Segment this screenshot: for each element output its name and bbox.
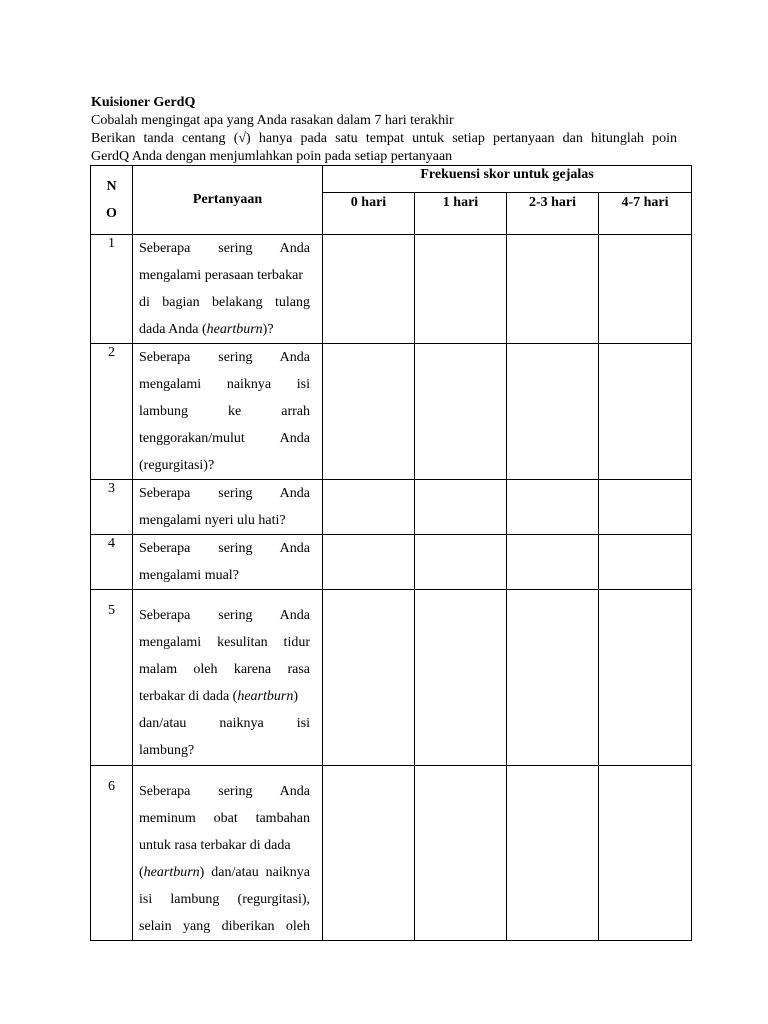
question-line: tenggorakan/mulut Anda <box>139 431 310 446</box>
answer-cell-day-1[interactable] <box>415 590 507 766</box>
answer-cell-day-2[interactable] <box>507 766 599 941</box>
answer-cell-day-3[interactable] <box>599 235 692 344</box>
question-row <box>91 480 692 535</box>
question-line: selain yang diberikan oleh <box>139 919 310 934</box>
header-frequency: Frekuensi skor untuk gejalas <box>323 166 692 193</box>
header-day-2: 2-3 hari <box>507 193 599 235</box>
question-row <box>91 766 692 941</box>
question-line: malam oleh karena rasa <box>139 662 310 677</box>
question-row <box>91 590 692 766</box>
question-number: 4 <box>91 535 133 590</box>
answer-cell-day-0[interactable] <box>323 766 415 941</box>
question-line: dan/atau naiknya isi <box>139 716 310 731</box>
question-line: mengalami perasaan terbakar <box>139 268 304 283</box>
document-title: Kuisioner GerdQ <box>91 95 196 110</box>
question-line: lambung? <box>139 743 195 758</box>
answer-cell-day-3[interactable] <box>599 535 692 590</box>
intro-block <box>91 94 677 166</box>
question-text <box>133 590 323 766</box>
question-line: meminum obat tambahan <box>139 811 310 826</box>
answer-cell-day-2[interactable] <box>507 235 599 344</box>
answer-cell-day-0[interactable] <box>323 344 415 480</box>
intro-line-3: GerdQ Anda dengan menjumlahkan poin pada setiap pertanyaan <box>91 149 453 164</box>
question-line: mengalami naiknya isi <box>139 377 310 392</box>
intro-line-2: Berikan tanda centang (√) hanya pada satu tempat untuk setiap pertanyaan dan hitunglah poin <box>91 131 677 146</box>
question-text <box>133 480 323 535</box>
question-line: dada Anda (heartburn)? <box>139 322 274 337</box>
header-day-1: 1 hari <box>415 193 507 235</box>
header-no <box>91 166 133 235</box>
question-line: Seberapa sering Anda <box>139 541 310 556</box>
header-no-line-2: O <box>106 206 117 221</box>
answer-cell-day-0[interactable] <box>323 590 415 766</box>
gerdq-table <box>90 165 692 941</box>
question-row <box>91 535 692 590</box>
answer-cell-day-0[interactable] <box>323 480 415 535</box>
answer-cell-day-1[interactable] <box>415 235 507 344</box>
answer-cell-day-3[interactable] <box>599 344 692 480</box>
question-line: Seberapa sering Anda <box>139 350 310 365</box>
question-line: (heartburn) dan/atau naiknya <box>139 865 310 880</box>
answer-cell-day-3[interactable] <box>599 480 692 535</box>
question-number: 5 <box>91 590 133 766</box>
question-number: 2 <box>91 344 133 480</box>
question-text <box>133 344 323 480</box>
term-heartburn: heartburn <box>237 689 294 704</box>
question-text <box>133 235 323 344</box>
answer-cell-day-1[interactable] <box>415 535 507 590</box>
intro-line-1: Cobalah mengingat apa yang Anda rasakan dalam 7 hari terakhir <box>91 113 454 128</box>
question-line: lambung ke arrah <box>139 404 310 419</box>
question-line: Seberapa sering Anda <box>139 608 310 623</box>
question-line: Seberapa sering Anda <box>139 486 310 501</box>
question-number: 3 <box>91 480 133 535</box>
question-line: mengalami nyeri ulu hati? <box>139 513 286 528</box>
answer-cell-day-2[interactable] <box>507 535 599 590</box>
answer-cell-day-1[interactable] <box>415 766 507 941</box>
question-line: mengalami mual? <box>139 568 239 583</box>
question-line: untuk rasa terbakar di dada <box>139 838 291 853</box>
question-row <box>91 235 692 344</box>
question-text <box>133 766 323 941</box>
question-row <box>91 344 692 480</box>
answer-cell-day-0[interactable] <box>323 235 415 344</box>
question-text <box>133 535 323 590</box>
question-number: 1 <box>91 235 133 344</box>
answer-cell-day-1[interactable] <box>415 480 507 535</box>
question-line: terbakar di dada (heartburn) <box>139 689 299 704</box>
answer-cell-day-0[interactable] <box>323 535 415 590</box>
header-day-3: 4-7 hari <box>599 193 692 235</box>
question-line: isi lambung (regurgitasi), <box>139 892 310 907</box>
header-no-line-1: N <box>106 179 117 194</box>
term-heartburn: heartburn <box>206 322 263 337</box>
answer-cell-day-3[interactable] <box>599 590 692 766</box>
header-question: Pertanyaan <box>133 166 323 235</box>
header-day-0: 0 hari <box>323 193 415 235</box>
question-line: mengalami kesulitan tidur <box>139 635 310 650</box>
question-line: Seberapa sering Anda <box>139 784 310 799</box>
answer-cell-day-2[interactable] <box>507 590 599 766</box>
answer-cell-day-2[interactable] <box>507 480 599 535</box>
question-line: Seberapa sering Anda <box>139 241 310 256</box>
answer-cell-day-2[interactable] <box>507 344 599 480</box>
question-line: (regurgitasi)? <box>139 458 215 473</box>
answer-cell-day-1[interactable] <box>415 344 507 480</box>
question-number: 6 <box>91 766 133 941</box>
term-heartburn: heartburn <box>143 865 200 880</box>
question-rows <box>91 235 692 941</box>
question-line: di bagian belakang tulang <box>139 295 310 310</box>
answer-cell-day-3[interactable] <box>599 766 692 941</box>
